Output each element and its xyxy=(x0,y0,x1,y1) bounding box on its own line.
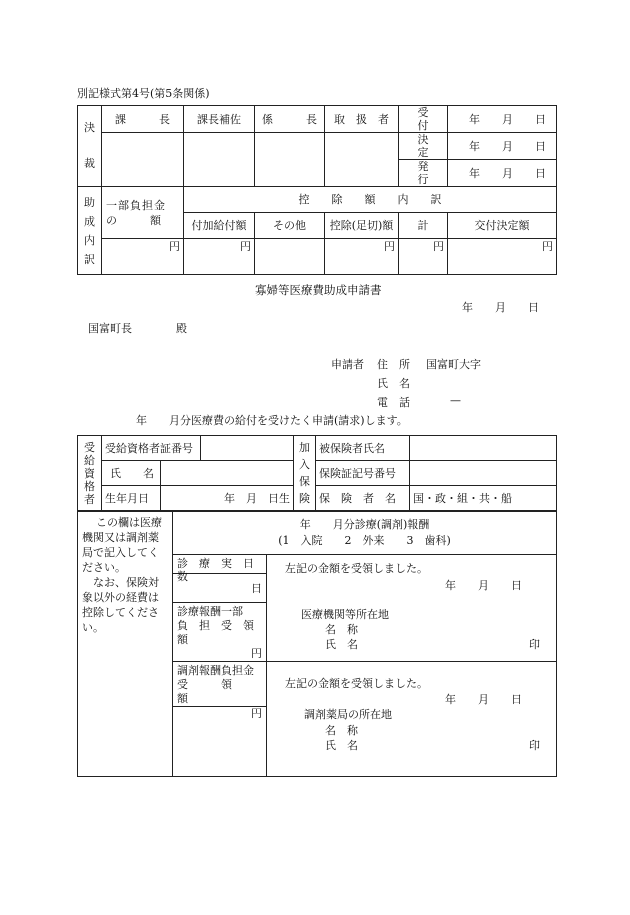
kojo-ashikiri-amount[interactable] xyxy=(325,239,399,275)
applicant-phone-dash: — xyxy=(450,394,461,407)
ichibu-futan-line-1: 一部負担金 xyxy=(106,198,166,212)
chozai-fee-label xyxy=(173,662,266,706)
fuka-kyufu-amount[interactable] xyxy=(184,239,255,275)
josei-side-3: 内 xyxy=(84,233,95,247)
insurer-types[interactable]: 国・政・組・共・船 xyxy=(410,486,557,511)
insurer-name-label: 保 険 者 名 xyxy=(316,486,410,511)
pharmacy-address-label: 調剤薬局の所在地 xyxy=(304,708,392,721)
insurance-side-2: 入 xyxy=(299,458,310,471)
shinryo-fee-cell[interactable] xyxy=(173,603,267,662)
recipient-table xyxy=(77,435,557,511)
cert-no-label: 受給資格者証番号 xyxy=(102,436,201,461)
yen-unit: 円 xyxy=(433,240,444,253)
insurance-symbol-field[interactable] xyxy=(410,461,557,486)
pharmacy-person-label: 氏 名 xyxy=(325,739,358,752)
pharmacy-name-label: 名 称 xyxy=(325,724,358,737)
chozai-fee-line-1: 調剤報酬負担金 xyxy=(177,664,254,677)
toriatsukaisha-header: 取 扱 者 xyxy=(325,106,399,133)
kakaricho-header: 係 長 xyxy=(255,106,325,133)
shinryo-fee-label xyxy=(173,603,266,647)
note-line-6: 象以外の経費は xyxy=(82,591,159,604)
medical-header xyxy=(173,512,557,555)
applicant-address-label: 住 所 xyxy=(377,358,410,371)
clinic-address-label: 医療機関等所在地 xyxy=(301,608,389,621)
kakaricho-stamp-box[interactable] xyxy=(255,133,325,187)
clinic-received-date[interactable]: 年 月 日 xyxy=(445,579,522,592)
ichibu-futan-header xyxy=(102,187,184,239)
hakko-label: 発 行 xyxy=(399,160,448,187)
cert-no-field[interactable] xyxy=(201,436,294,461)
applicant-name-label: 氏 名 xyxy=(377,377,410,390)
recipient-side-4: 格 xyxy=(84,479,95,493)
insured-name-label: 被保険者氏名 xyxy=(316,436,410,461)
kettei-date[interactable]: 年 月 日 xyxy=(448,133,557,160)
kessai-side-1: 決 xyxy=(84,121,95,134)
uketsuke-label: 受 付 xyxy=(399,106,448,133)
applicant-label: 申請者 xyxy=(331,358,364,371)
kacho-stamp-box[interactable] xyxy=(102,133,184,187)
addressee: 国富町長 殿 xyxy=(88,322,187,335)
josei-side-2: 成 xyxy=(84,214,95,228)
applicant-phone-label: 電 話 xyxy=(377,396,410,409)
pharmacy-received-date[interactable]: 年 月 日 xyxy=(445,693,522,706)
shinryo-days-cell[interactable] xyxy=(173,555,267,603)
note-line-7: 控除してくださ xyxy=(82,606,159,619)
note-line-8: い。 xyxy=(82,621,104,634)
medical-header-line-1: 年 月分診療(調剤)報酬 xyxy=(299,518,430,531)
kacho-hosa-header: 課長補佐 xyxy=(184,106,255,133)
pharmacy-receipt[interactable] xyxy=(267,662,557,777)
insurance-side-3: 保 xyxy=(299,475,310,488)
clinic-receipt[interactable] xyxy=(267,555,557,662)
insurance-side-label xyxy=(294,436,316,511)
shinryo-fee-line-2: 負 担 受 領 額 xyxy=(177,619,265,647)
clinic-received-text: 左記の金額を受領しました。 xyxy=(285,562,428,575)
note-line-1: この欄は医療 xyxy=(96,516,162,529)
josei-side-1: 助 xyxy=(84,195,95,209)
note-line-4: ださい。 xyxy=(82,561,126,574)
recipient-name-label: 氏 名 xyxy=(102,461,161,486)
uketsuke-date[interactable]: 年 月 日 xyxy=(448,106,557,133)
fuka-kyufu-header: 付加給付額 xyxy=(184,213,255,239)
shinryo-days-unit: 日 xyxy=(251,582,262,595)
shinryo-days-label: 診 療 実 日 数 xyxy=(173,555,266,574)
clinic-name-label: 名 称 xyxy=(325,623,358,636)
shinryo-fee-unit xyxy=(173,647,266,661)
yen-unit: 円 xyxy=(384,240,395,253)
hakko-date[interactable]: 年 月 日 xyxy=(448,160,557,187)
clinic-receipt-inner xyxy=(267,555,556,661)
medical-header-line-2[interactable]: (1 入院 2 外来 3 歯科) xyxy=(278,534,451,547)
kessai-side-label xyxy=(78,106,102,187)
page-title: 寡婦等医療費助成申請書 xyxy=(255,283,382,297)
recipient-name-field[interactable] xyxy=(161,461,294,486)
recipient-side-5: 者 xyxy=(84,492,95,506)
kettei-label: 決 定 xyxy=(399,133,448,160)
medical-note xyxy=(78,512,173,777)
recipient-side-3: 資 xyxy=(84,466,95,480)
josei-side-label xyxy=(78,187,102,275)
kei-amount[interactable] xyxy=(399,239,448,275)
approval-table xyxy=(77,105,557,275)
note-line-2: 機関又は調剤薬 xyxy=(82,531,159,544)
yen-unit: 円 xyxy=(542,240,553,253)
kojo-header: 控 除 額 内 訳 xyxy=(184,187,557,213)
chozai-fee-amount[interactable] xyxy=(173,707,267,777)
insurance-side-4: 険 xyxy=(299,492,310,505)
kei-header: 計 xyxy=(399,213,448,239)
sonota-amount[interactable] xyxy=(255,239,325,275)
chozai-fee-cell[interactable] xyxy=(173,662,267,707)
kofu-kettei-header: 交付決定額 xyxy=(448,213,557,239)
insurance-side-1: 加 xyxy=(299,441,310,454)
medical-table xyxy=(77,511,557,777)
shinryo-fee-line-1: 診療報酬一部 xyxy=(177,605,243,619)
clinic-person-label: 氏 名 xyxy=(325,638,358,651)
kessai-side-2: 裁 xyxy=(84,157,95,170)
insured-name-field[interactable] xyxy=(410,436,557,461)
josei-side-4: 訳 xyxy=(84,252,95,266)
kojo-ashikiri-header: 控除(足切)額 xyxy=(325,213,399,239)
yen-unit: 円 xyxy=(240,240,251,253)
request-line: 年 月分医療費の給付を受けたく申請(請求)します。 xyxy=(136,414,408,427)
ichibu-futan-line-2: の 額 xyxy=(106,213,161,227)
birth-field[interactable]: 年 月 日生 xyxy=(161,486,294,511)
kofu-kettei-amount[interactable] xyxy=(448,239,557,275)
pharmacy-received-text: 左記の金額を受領しました。 xyxy=(285,677,428,690)
note-line-3: 局で記入してく xyxy=(82,546,159,559)
pharmacy-seal: 印 xyxy=(529,739,540,752)
ichibu-futan-amount[interactable] xyxy=(102,239,184,275)
kacho-header: 課 長 xyxy=(102,106,184,133)
chozai-fee-line-2: 受 領 額 xyxy=(177,678,265,705)
note-line-5: なお、保険対 xyxy=(82,576,159,589)
recipient-side-1: 受 xyxy=(84,440,95,454)
application-date[interactable]: 年 月 日 xyxy=(462,301,539,314)
yen-unit: 円 xyxy=(169,240,180,253)
sonota-header: その他 xyxy=(255,213,325,239)
kacho-hosa-stamp-box[interactable] xyxy=(184,133,255,187)
applicant-address-value[interactable]: 国富町大字 xyxy=(426,358,481,371)
yen-unit: 円 xyxy=(251,647,262,661)
pharmacy-receipt-inner xyxy=(267,662,556,770)
insurance-symbol-label: 保険証記号番号 xyxy=(316,461,410,486)
form-label: 別記様式第4号(第5条関係) xyxy=(77,87,210,100)
toriatsukaisha-stamp-box[interactable] xyxy=(325,133,399,187)
recipient-side-2: 給 xyxy=(84,453,95,467)
clinic-seal: 印 xyxy=(529,638,540,651)
yen-unit: 円 xyxy=(251,707,262,720)
birth-label: 生年月日 xyxy=(102,486,161,511)
recipient-side-label xyxy=(78,436,102,511)
